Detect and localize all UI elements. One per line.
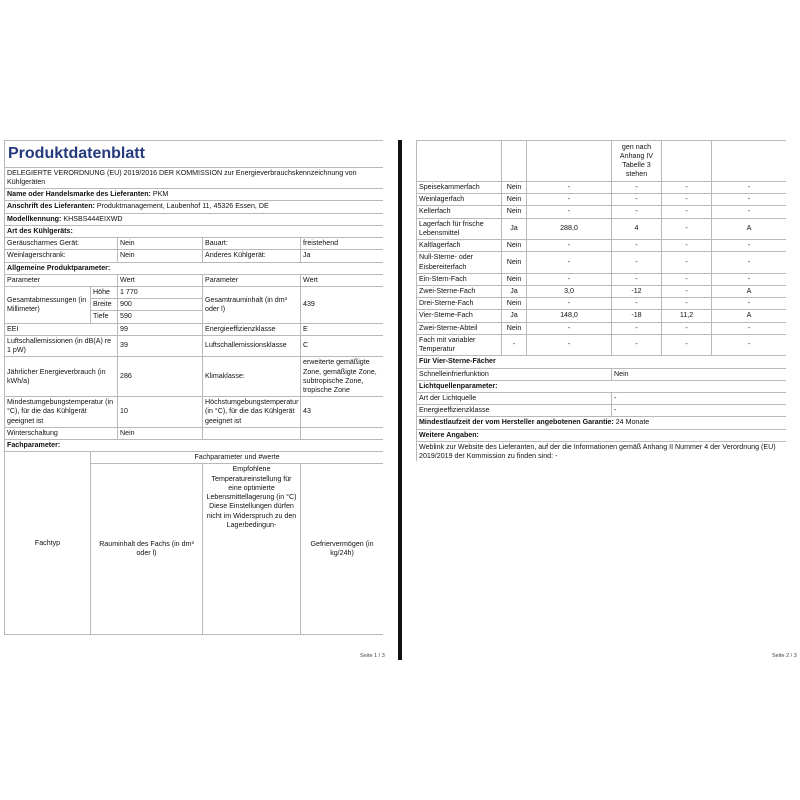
- compartment-name: Ein-Stern-Fach: [417, 273, 502, 285]
- compartment-volume: -: [527, 298, 612, 310]
- light-type-row: [417, 392, 787, 404]
- general-value: 99: [118, 323, 203, 335]
- supplier-name-row: [5, 189, 384, 201]
- dimension-name: Tiefe: [91, 311, 118, 323]
- weblink-row: [417, 441, 787, 461]
- general-label: Jährlicher Energieverbrauch (in kWh/a): [5, 357, 118, 397]
- compartment-present: Nein: [502, 298, 527, 310]
- fast-freeze-row: [417, 368, 787, 380]
- datasheet-table-page-1: [4, 140, 383, 647]
- device-type-heading: Art des Kühlgeräts:: [5, 225, 384, 237]
- compartment-defrost-type: A: [712, 310, 787, 322]
- compartment-present: Nein: [502, 206, 527, 218]
- device-row: [5, 250, 384, 262]
- value-header: Wert: [118, 274, 203, 286]
- weblink-value: -: [555, 452, 558, 461]
- compartment-name: Drei-Sterne-Fach: [417, 298, 502, 310]
- compartment-freezing-capacity: -: [662, 322, 712, 334]
- compartment-defrost-type: -: [712, 194, 787, 206]
- compartment-volume: -: [527, 206, 612, 218]
- compartment-temperature: -: [612, 322, 662, 334]
- compartment-freezing-capacity: -: [662, 334, 712, 355]
- model-label: Modellkennung:: [7, 214, 62, 223]
- parameter-header: Parameter: [5, 274, 118, 286]
- compartment-defrost-type: -: [712, 206, 787, 218]
- compartment-name: Kaltlagerfach: [417, 240, 502, 252]
- general-row: [5, 397, 384, 428]
- compartment-name: Vier-Sterne-Fach: [417, 310, 502, 322]
- compartment-present: Nein: [502, 252, 527, 273]
- supplier-address-label: Anschrift des Lieferanten:: [7, 202, 95, 211]
- compartment-row: [417, 218, 787, 239]
- parameter-header-2: Parameter: [203, 274, 301, 286]
- general-value: 39: [118, 335, 203, 356]
- compartment-name: Null-Sterne- oder Eisbereiterfach: [417, 252, 502, 273]
- compartment-present: Nein: [502, 182, 527, 194]
- light-source-heading: Lichtquellenparameter:: [417, 380, 787, 392]
- compartment-row: [417, 298, 787, 310]
- light-class-label: Energieeffizienzklasse: [417, 405, 612, 417]
- value-header-2: Wert: [301, 274, 384, 286]
- compartment-volume: 288,0: [527, 218, 612, 239]
- general-label: Winterschaltung: [5, 427, 118, 439]
- compartment-defrost-type: -: [712, 240, 787, 252]
- regulation-text: DELEGIERTE VERORDNUNG (EU) 2019/2016 DER KOMMISSION zur Energieverbrauchskennzeichnung von Kühlgeräten: [5, 167, 384, 188]
- compartment-freezing-capacity: -: [662, 194, 712, 206]
- light-type-value: -: [612, 392, 787, 404]
- compartment-temperature: -: [612, 334, 662, 355]
- general-label-2: Luftschallemissionsklasse: [203, 335, 301, 356]
- parameter-header-row: [5, 274, 384, 286]
- device-value-2: freistehend: [301, 238, 384, 250]
- compartment-temperature: -: [612, 252, 662, 273]
- freezing-column-header: Gefriervermögen (in kg/24h): [301, 464, 384, 635]
- compartment-row: [417, 310, 787, 322]
- compartment-present: Ja: [502, 285, 527, 297]
- supplier-address-value: Produktmanagement, Laubenhof 11, 45326 Essen, DE: [96, 202, 269, 211]
- fast-freeze-value: Nein: [612, 368, 787, 380]
- page-2: [402, 0, 800, 800]
- compartment-volume: 148,0: [527, 310, 612, 322]
- compartment-freezing-capacity: -: [662, 182, 712, 194]
- general-value-2: erweiterte gemäßigte Zone, gemäßigte Zone, subtropische Zone, tropische Zone: [301, 357, 384, 397]
- compartment-defrost-type: -: [712, 298, 787, 310]
- device-value-2: Ja: [301, 250, 384, 262]
- compartment-present: Ja: [502, 218, 527, 239]
- compartment-freezing-capacity: 11,2: [662, 310, 712, 322]
- weblink-text: Weblink zur Website des Lieferanten, auf der die Informationen gemäß Anhang II Nummer 4 der Verordnung (EU) 2019/2019 der Kommission zu finden sind:: [419, 442, 776, 461]
- compartment-volume: -: [527, 240, 612, 252]
- compartment-type-header: Fachtyp: [5, 452, 91, 635]
- page-title: Produktdatenblatt: [5, 141, 384, 168]
- compartment-name: Fach mit variabler Temperatur: [417, 334, 502, 355]
- guarantee-value: 24 Monate: [615, 418, 650, 427]
- compartment-group-header-row: [5, 452, 384, 464]
- general-label-2: Klimaklasse:: [203, 357, 301, 397]
- dimension-name: Breite: [91, 299, 118, 311]
- compartment-temperature: -: [612, 194, 662, 206]
- device-label-2: Anderes Kühlgerät:: [203, 250, 301, 262]
- dimension-value: 590: [118, 311, 203, 323]
- general-label-2: [203, 427, 301, 439]
- compartment-header-continuation-row: [417, 141, 787, 182]
- compartment-row: [417, 182, 787, 194]
- temperature-column-header: Empfohlene Temperatureinstellung für eine optimierte Lebensmittellagerung (in °C) Diese Einstellungen dürfen nicht im Widerspruch zu den Lagerbedingun-: [203, 464, 301, 635]
- compartment-temperature: -: [612, 298, 662, 310]
- compartment-temperature: 4: [612, 218, 662, 239]
- guarantee-row: [417, 417, 787, 429]
- compartment-defrost-type: -: [712, 334, 787, 355]
- dimension-value: 1 770: [118, 286, 203, 298]
- total-volume-value: 439: [301, 286, 384, 323]
- general-value: Nein: [118, 427, 203, 439]
- fast-freeze-label: Schnelleinfrierfunktion: [417, 368, 612, 380]
- compartment-volume: -: [527, 334, 612, 355]
- compartment-name: Zwei-Sterne-Fach: [417, 285, 502, 297]
- guarantee-label: Mindestlaufzeit der vom Hersteller angebotenen Garantie:: [419, 418, 614, 427]
- device-value: Nein: [118, 250, 203, 262]
- compartment-freezing-capacity: -: [662, 273, 712, 285]
- compartment-row: [417, 285, 787, 297]
- general-label-2: Höchstumgebungstemperatur (in °C), für die das Kühlgerät geeignet ist: [203, 397, 301, 428]
- dimension-value: 900: [118, 299, 203, 311]
- general-value: 10: [118, 397, 203, 428]
- page-number: Seite 1 / 3: [360, 653, 385, 659]
- device-row: [5, 238, 384, 250]
- compartment-temperature: -: [612, 273, 662, 285]
- general-label: Mindestumgebungstemperatur (in °C), für die das Kühlgerät geeignet ist: [5, 397, 118, 428]
- page-number: Seite 2 / 3: [772, 653, 797, 659]
- compartment-defrost-type: -: [712, 273, 787, 285]
- compartment-volume: -: [527, 182, 612, 194]
- compartment-temperature: -: [612, 206, 662, 218]
- page-1: [0, 0, 398, 800]
- compartment-rows: [417, 182, 787, 356]
- compartment-volume: -: [527, 252, 612, 273]
- supplier-name-label: Name oder Handelsmarke des Lieferanten:: [7, 190, 151, 199]
- compartment-volume: -: [527, 194, 612, 206]
- dimensions-label: Gesamtabmessungen (in Millimeter): [5, 286, 91, 323]
- supplier-address-row: [5, 201, 384, 213]
- compartment-volume: -: [527, 322, 612, 334]
- general-label: Luftschallemissionen (in dB(A) re 1 pW): [5, 335, 118, 356]
- general-value-2: E: [301, 323, 384, 335]
- device-label: Geräuscharmes Gerät:: [5, 238, 118, 250]
- compartment-present: Nein: [502, 194, 527, 206]
- compartment-present: -: [502, 334, 527, 355]
- compartment-present: Ja: [502, 310, 527, 322]
- temperature-header-continuation: gen nach Anhang IV Tabelle 3 stehen: [612, 141, 662, 182]
- general-label: EEI: [5, 323, 118, 335]
- general-value-2: 43: [301, 397, 384, 428]
- compartment-row: [417, 273, 787, 285]
- compartment-temperature: -: [612, 182, 662, 194]
- compartment-name: Lagerfach für frische Lebensmittel: [417, 218, 502, 239]
- compartment-row: [417, 252, 787, 273]
- compartment-freezing-capacity: -: [662, 285, 712, 297]
- device-value: Nein: [118, 238, 203, 250]
- compartment-present: Nein: [502, 240, 527, 252]
- dimension-name: Höhe: [91, 286, 118, 298]
- compartment-name: Kellerfach: [417, 206, 502, 218]
- compartment-volume: 3,0: [527, 285, 612, 297]
- compartment-parameters-heading: Fachparameter:: [5, 440, 384, 452]
- general-label-2: Energieeffizienzklasse: [203, 323, 301, 335]
- compartment-present: Nein: [502, 273, 527, 285]
- model-value: KHSBS444EIXWD: [63, 214, 123, 223]
- four-star-heading: Für Vier-Sterne-Fächer: [417, 356, 787, 368]
- compartment-freezing-capacity: -: [662, 252, 712, 273]
- compartment-freezing-capacity: -: [662, 298, 712, 310]
- further-info-heading: Weitere Angaben:: [417, 429, 787, 441]
- light-type-label: Art der Lichtquelle: [417, 392, 612, 404]
- compartment-row: [417, 194, 787, 206]
- compartment-freezing-capacity: -: [662, 240, 712, 252]
- general-row: [5, 427, 384, 439]
- compartment-temperature: -: [612, 240, 662, 252]
- general-row: [5, 323, 384, 335]
- dimension-row: [5, 286, 384, 298]
- compartment-present: Nein: [502, 322, 527, 334]
- general-value: 286: [118, 357, 203, 397]
- compartment-name: Speisekammerfach: [417, 182, 502, 194]
- compartment-temperature: -12: [612, 285, 662, 297]
- compartment-row: [417, 322, 787, 334]
- compartment-name: Weinlagerfach: [417, 194, 502, 206]
- general-row: [5, 357, 384, 397]
- general-row: [5, 335, 384, 356]
- compartment-group-header: Fachparameter und #werte: [91, 452, 384, 464]
- compartment-defrost-type: -: [712, 322, 787, 334]
- compartment-defrost-type: A: [712, 218, 787, 239]
- compartment-volume: -: [527, 273, 612, 285]
- compartment-defrost-type: -: [712, 252, 787, 273]
- compartment-defrost-type: A: [712, 285, 787, 297]
- compartment-freezing-capacity: -: [662, 206, 712, 218]
- compartment-row: [417, 240, 787, 252]
- device-label-2: Bauart:: [203, 238, 301, 250]
- light-class-row: [417, 405, 787, 417]
- general-value-2: [301, 427, 384, 439]
- general-parameters-heading: Allgemeine Produktparameter:: [5, 262, 384, 274]
- compartment-freezing-capacity: -: [662, 218, 712, 239]
- light-class-value: -: [612, 405, 787, 417]
- supplier-name-value: PKM: [152, 190, 169, 199]
- general-value-2: C: [301, 335, 384, 356]
- compartment-name: Zwei-Sterne-Abteil: [417, 322, 502, 334]
- model-row: [5, 213, 384, 225]
- compartment-temperature: -18: [612, 310, 662, 322]
- device-label: Weinlagerschrank:: [5, 250, 118, 262]
- datasheet-table-page-2: [416, 140, 786, 461]
- volume-column-header: Rauminhalt des Fachs (in dm³ oder l): [91, 464, 203, 635]
- compartment-row: [417, 206, 787, 218]
- compartment-defrost-type: -: [712, 182, 787, 194]
- compartment-row: [417, 334, 787, 355]
- total-volume-label: Gesamtrauminhalt (in dm³ oder l): [203, 286, 301, 323]
